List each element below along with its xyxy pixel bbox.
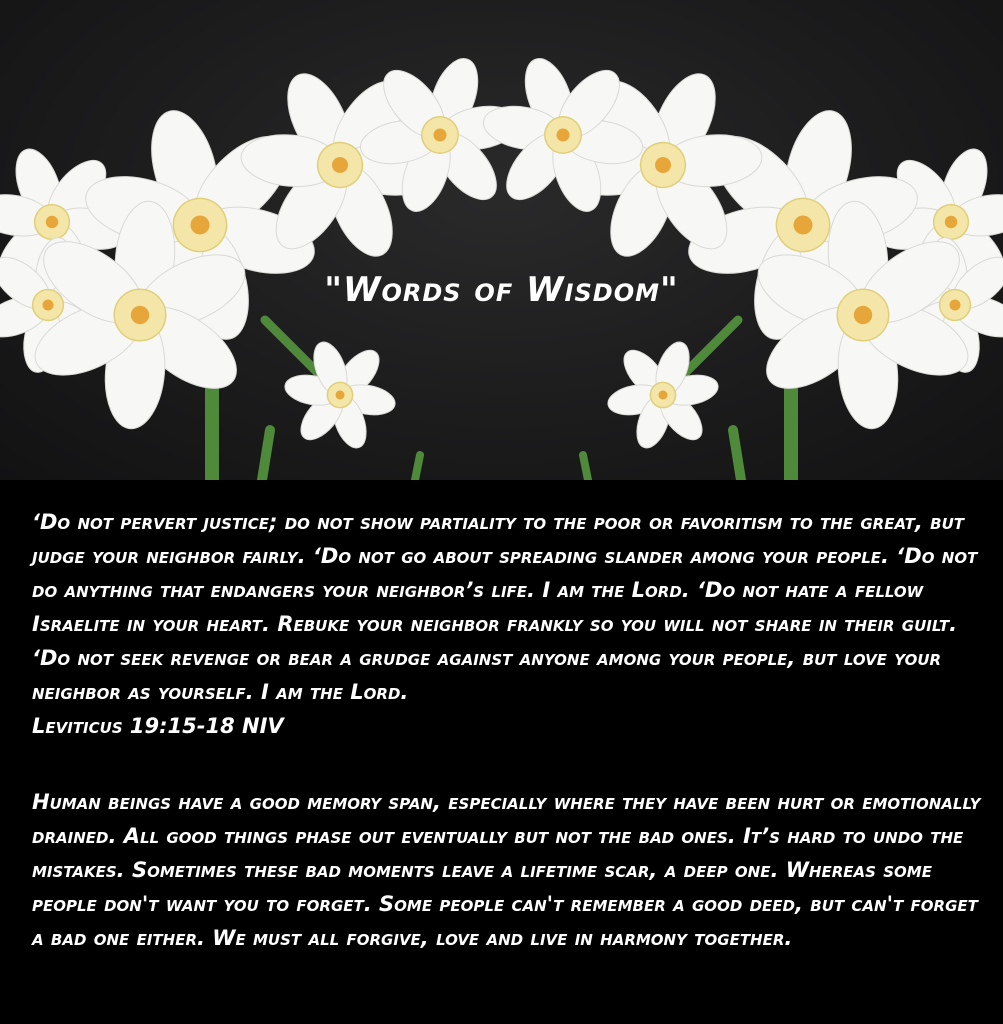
- stem: [733, 430, 741, 480]
- flower-banner: [0, 0, 1003, 480]
- text-block: [32, 505, 982, 955]
- left-flower-cluster: [0, 32, 543, 480]
- right-flower-cluster: [460, 32, 1003, 480]
- stem: [415, 455, 420, 480]
- reflection-text: Human beings have a good memory span, especially where they have been hurt or emotionally drained. All good things phase out eventually but not the bad ones. It’s hard to undo the mistakes. Sometimes these bad moments leave a lifetime scar, a deep one. Whereas some people don't want you to forget. Some people can't remember a good deed, but can't forget a bad one either. We must all forgive, love and live in harmony together.: [32, 790, 981, 950]
- scripture-reference: Leviticus 19:15-18 NIV: [32, 714, 284, 738]
- page-title: "Words of Wisdom": [324, 270, 679, 310]
- stem: [583, 455, 588, 480]
- stem: [262, 430, 270, 480]
- scripture-text: ‘Do not pervert justice; do not show partiality to the poor or favoritism to the great, but judge your neighbor fairly. ‘Do not go about spreading slander among your people. ‘Do not do anything that endangers your neighbor’s life. I am the Lord. ‘Do not hate a fellow Israelite in your heart. Rebuke your neighbor frankly so you will not share in their guilt. ‘Do not seek revenge or bear a grudge against anyone among your people, but love your neighbor as yourself. I am the Lord.: [32, 510, 978, 704]
- daffodil-image: [0, 0, 1003, 480]
